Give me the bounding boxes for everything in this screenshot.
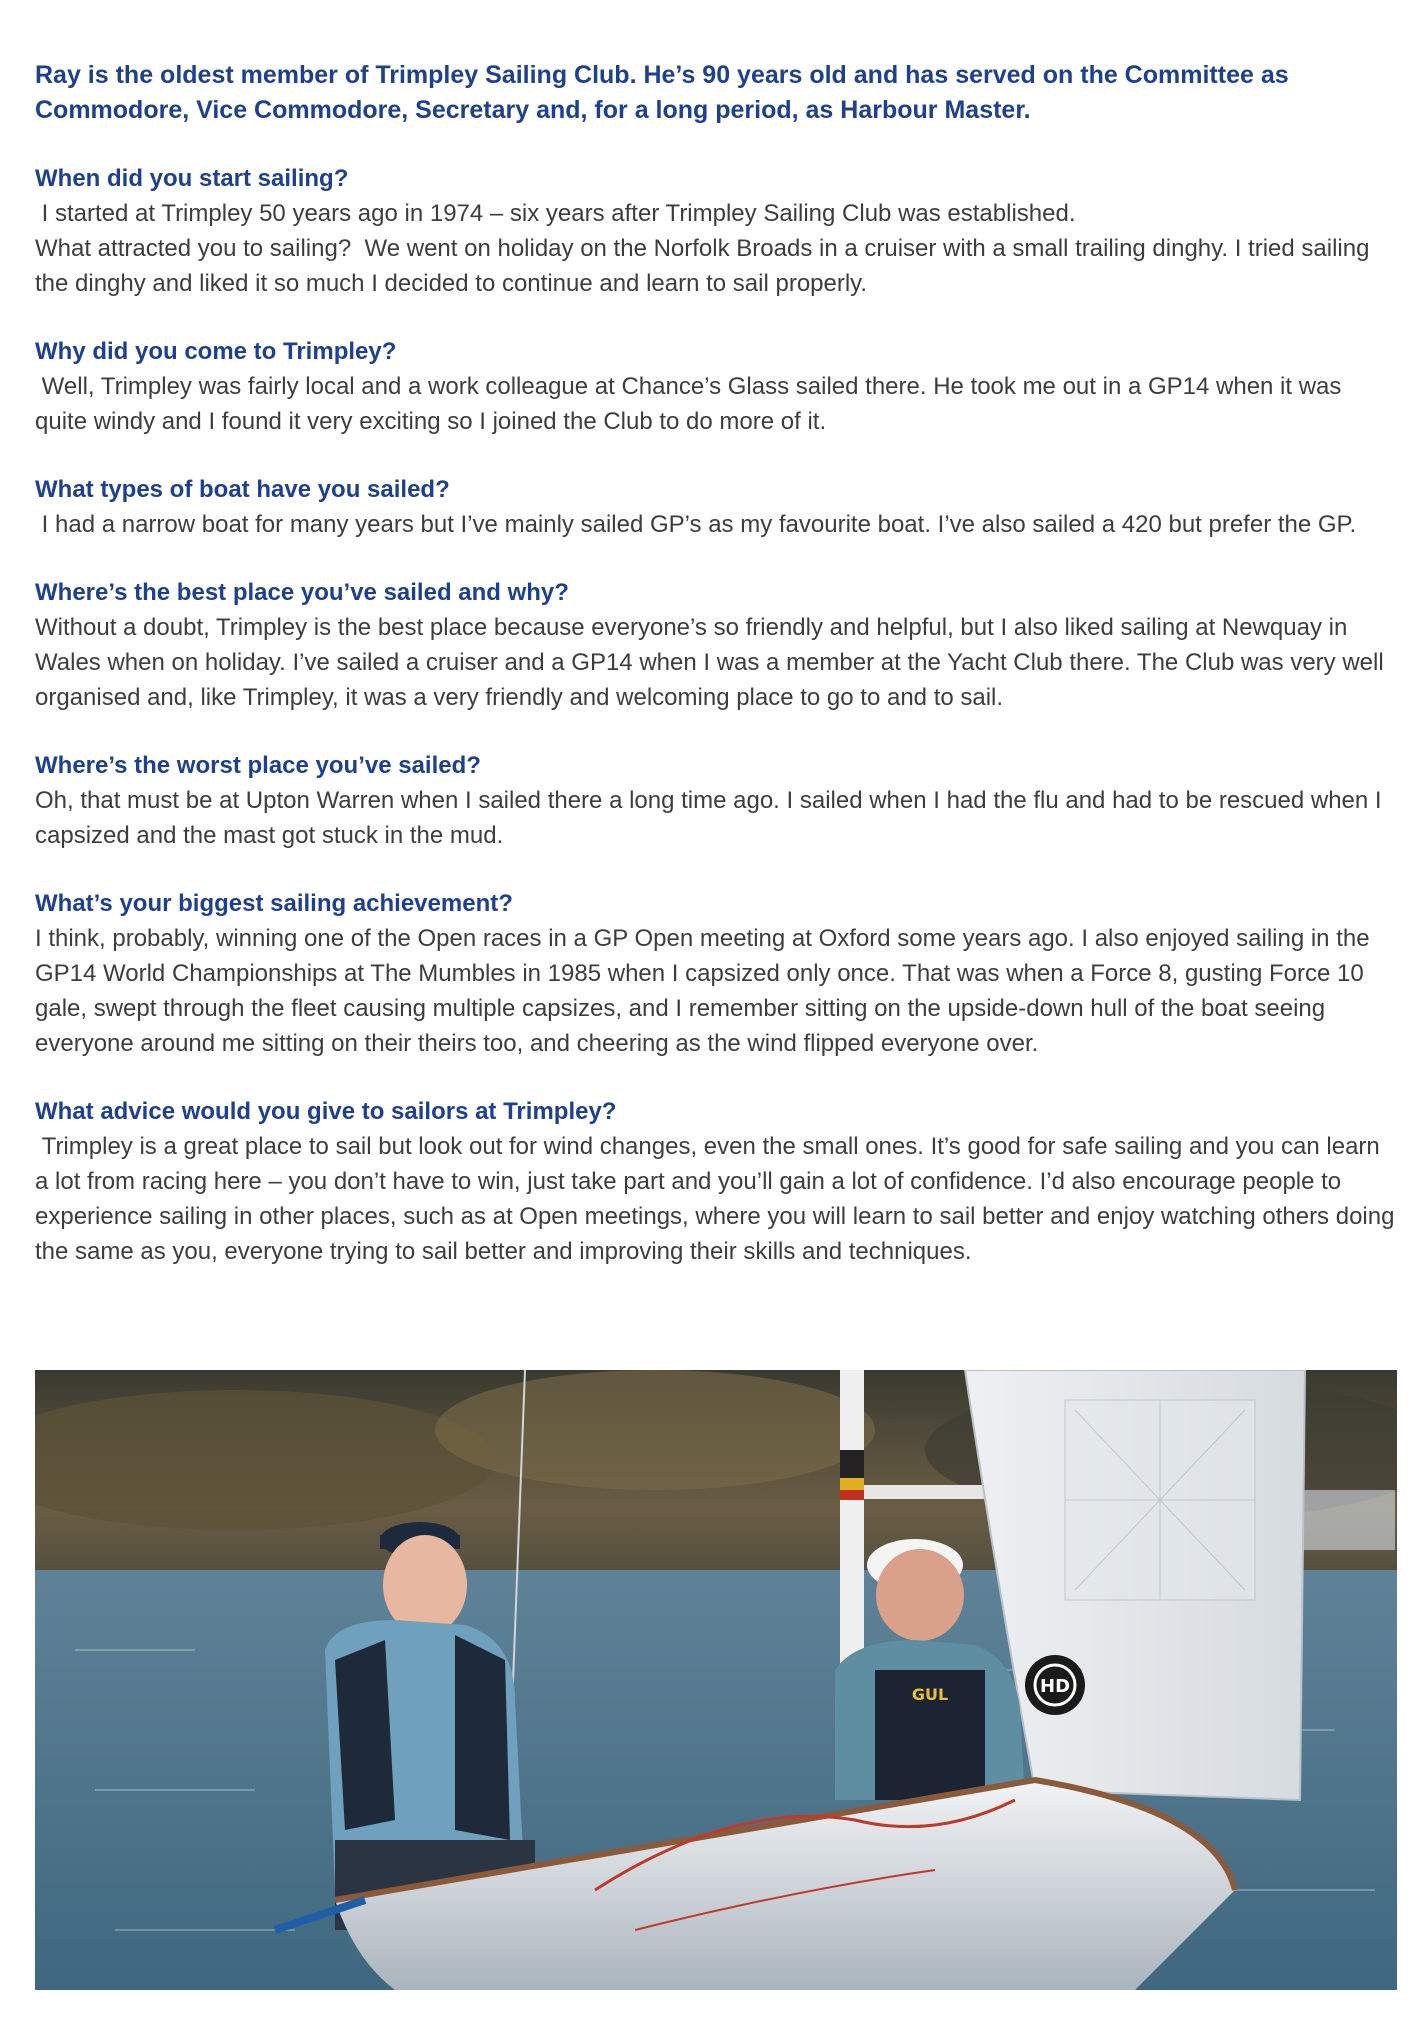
- qa-section-best-place: [35, 576, 1395, 715]
- question-heading: Where’s the worst place you’ve sailed?: [35, 752, 481, 779]
- question-heading: When did you start sailing?: [35, 165, 349, 192]
- jacket-brand-text: GUL: [911, 1685, 949, 1704]
- qa-section-why-trimpley: [35, 335, 1395, 439]
- question-heading: What types of boat have you sailed?: [35, 476, 450, 503]
- qa-section-boat-types: [35, 473, 1395, 542]
- question-heading: Why did you come to Trimpley?: [35, 338, 397, 365]
- answer-text: I had a narrow boat for many years but I’ve mainly sailed GP’s as my favourite boat. I’ve also sailed a 420 but prefer the GP.: [35, 511, 1357, 538]
- sail-logo-text: HD: [1039, 1676, 1071, 1697]
- answer-text: Oh, that must be at Upton Warren when I sailed there a long time ago. I sailed when I had the flu and had to be rescued when I capsized and the mast got stuck in the mud.: [35, 787, 1389, 849]
- answer-text: I think, probably, winning one of the Open races in a GP Open meeting at Oxford some years ago. I also enjoyed sailing in the GP14 World Championships at The Mumbles in 1985 when I capsized only once. That was when a Force 8, gusting Force 10 gale, swept through the fleet causing multiple capsizes, and I remember sitting on the upside-down hull of the boat seeing everyone around me sitting on their theirs too, and cheering as the wind flipped everyone over.: [35, 925, 1377, 1057]
- article: [35, 58, 1402, 1303]
- intro-paragraph: Ray is the oldest member of Trimpley Sailing Club. He’s 90 years old and has served on the Committee as Commodore, Vice Commodore, Secretary and, for a long period, as Harbour Master.: [35, 61, 1289, 124]
- photo-illustration: [35, 1370, 1397, 1990]
- answer-text: Without a doubt, Trimpley is the best place because everyone’s so friendly and helpful, but I also liked sailing at Newquay in Wales when on holiday. I’ve sailed a cruiser and a GP14 when I was a member at the Yacht Club there. The Club was very well organised and, like Trimpley, it was a very friendly and welcoming place to go to and to sail.: [35, 614, 1391, 711]
- sailing-dinghy-photo: [35, 1370, 1397, 1990]
- qa-section-worst-place: [35, 749, 1395, 853]
- qa-section-achievement: [35, 887, 1395, 1061]
- sail-window: [1065, 1400, 1255, 1600]
- question-heading: What advice would you give to sailors at Trimpley?: [35, 1098, 617, 1125]
- qa-section-start-sailing: [35, 162, 1395, 301]
- sail-logo: [1025, 1655, 1085, 1715]
- question-heading: What’s your biggest sailing achievement?: [35, 890, 513, 917]
- qa-section-advice: [35, 1095, 1402, 1269]
- answer-text: I started at Trimpley 50 years ago in 1974 – six years after Trimpley Sailing Club was established. What attracted you to sailing? We went on holiday on the Norfolk Broads in a cruiser with a small trailing dinghy. I tried sailing the dinghy and liked it so much I decided to continue and learn to sail properly.: [35, 200, 1370, 297]
- question-heading: Where’s the best place you’ve sailed and why?: [35, 579, 569, 606]
- bank-foliage: [435, 1370, 875, 1490]
- answer-text: Well, Trimpley was fairly local and a work colleague at Chance’s Glass sailed there. He took me out in a GP14 when it was quite windy and I found it very exciting so I joined the Club to do more of it.: [35, 373, 1349, 435]
- answer-text: Trimpley is a great place to sail but look out for wind changes, even the small ones. It’s good for safe sailing and you can learn a lot from racing here – you don’t have to win, just take part and you’ll gain a lot of confidence. I’d also encourage people to experience sailing in other places, such as at Open meetings, where you will learn to sail better and enjoy watching others doing the same as you, everyone trying to sail better and improving their skills and techniques.: [35, 1133, 1402, 1265]
